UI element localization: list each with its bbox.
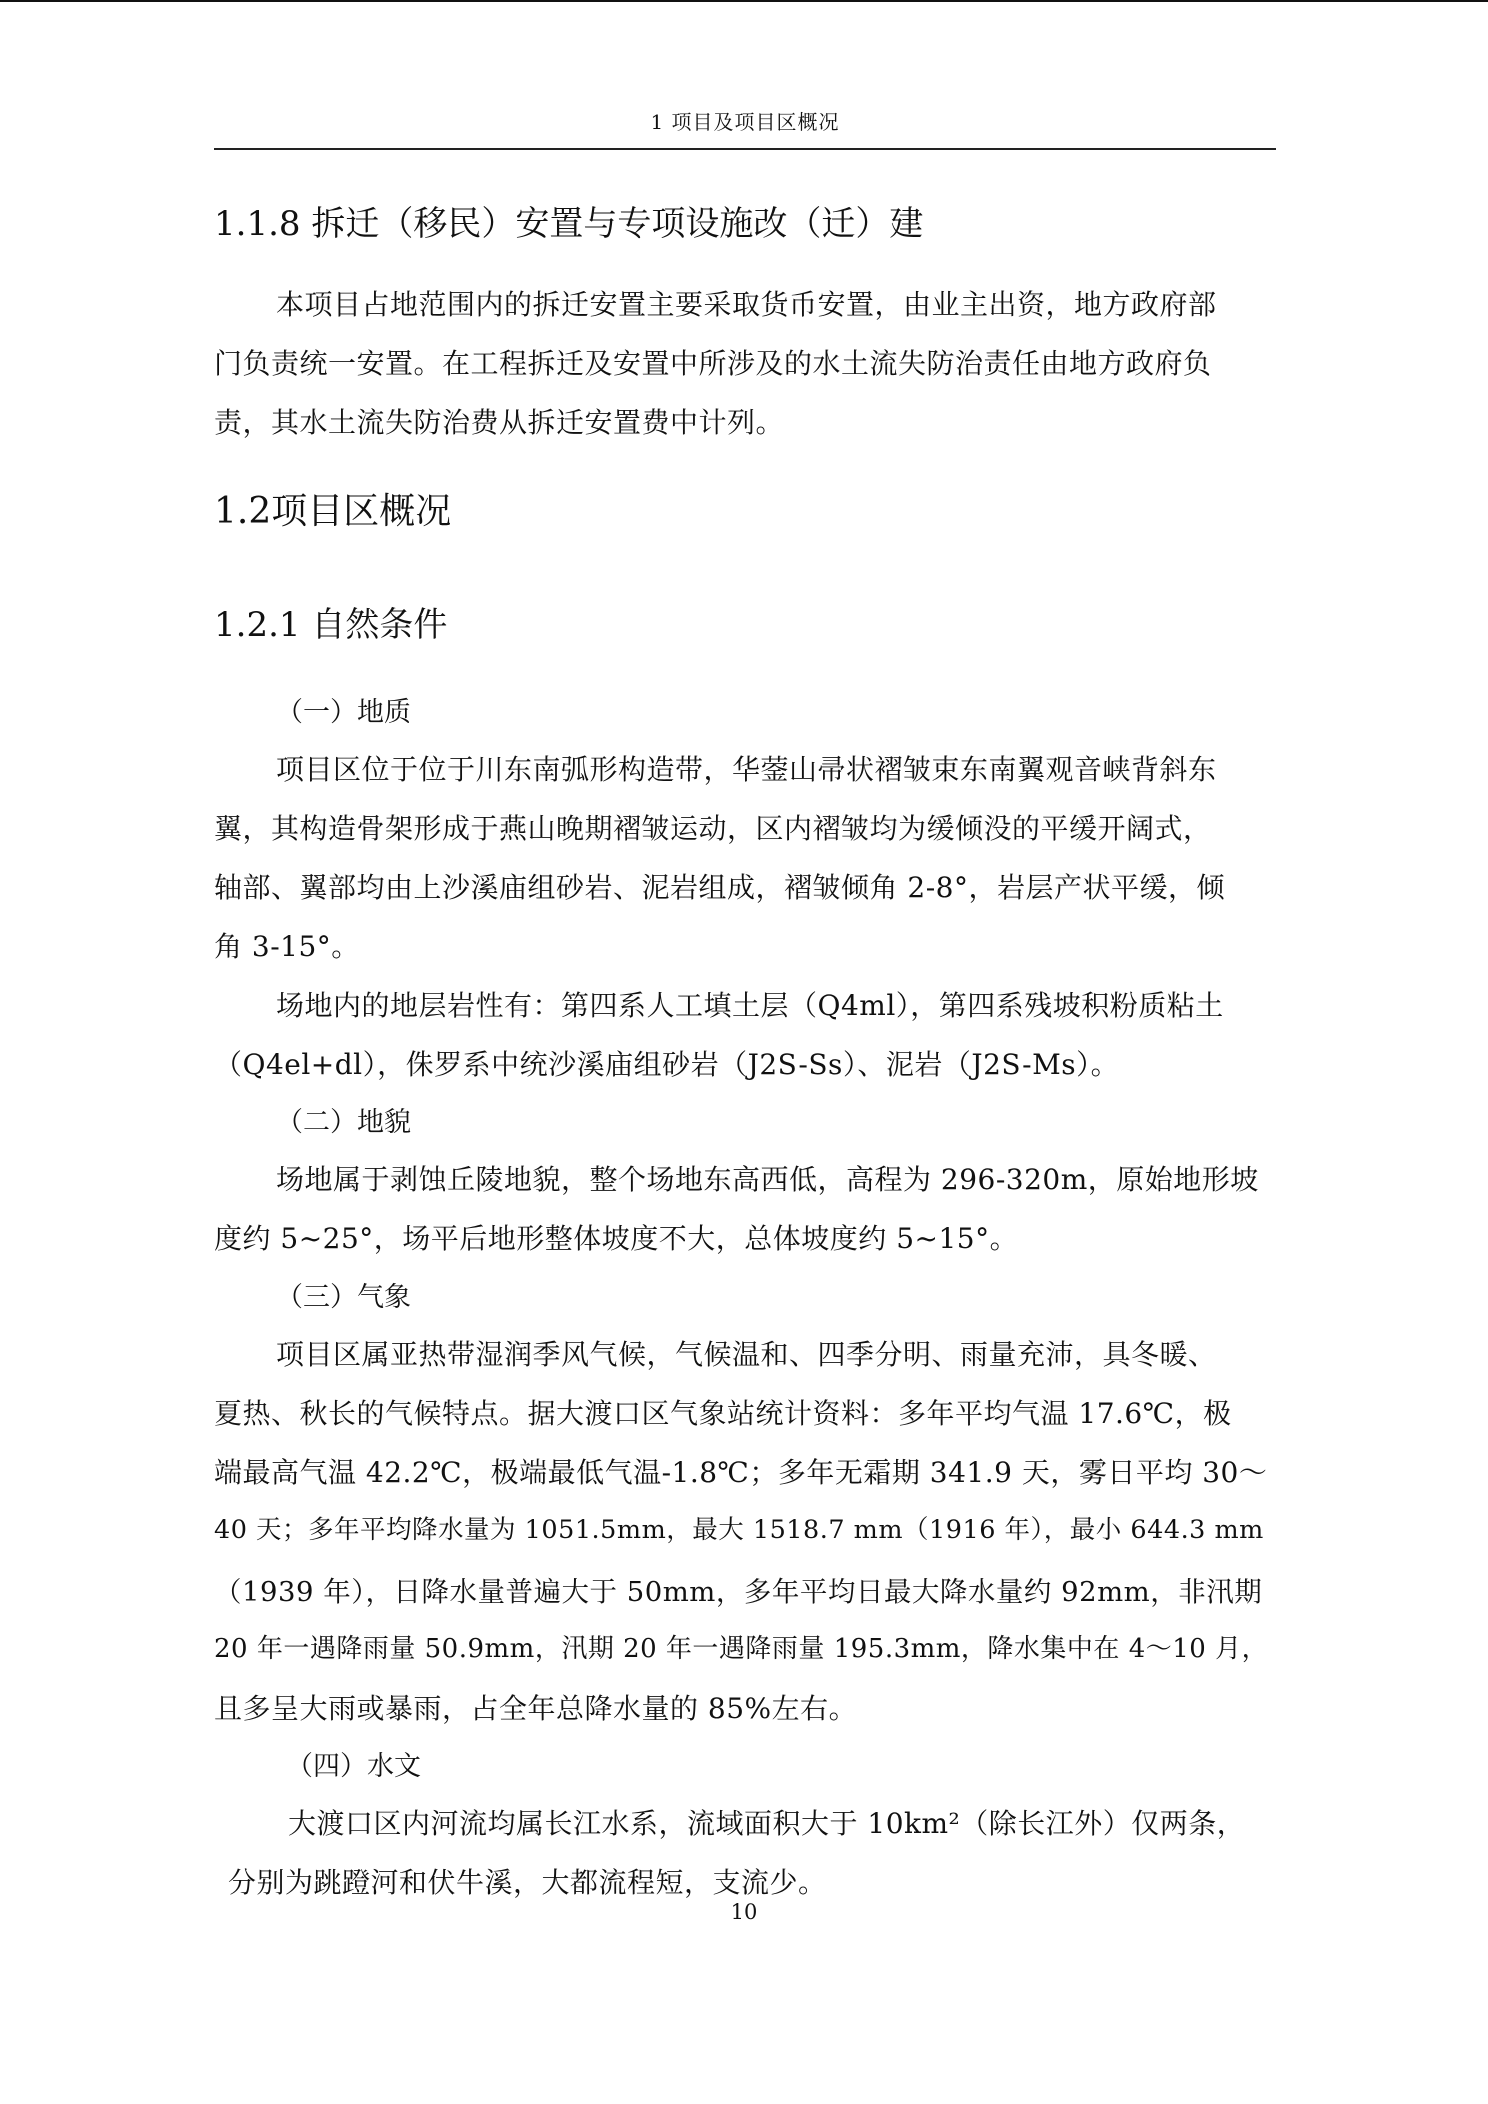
paragraph-line: （1939 年），日降水量普遍大于 50mm，多年平均日最大降水量约 92mm，非汛期 — [214, 1576, 1263, 1608]
heading-1-2: 1.2项目区概况 — [214, 491, 452, 532]
subheading-hydrology: （四）水文 — [286, 1751, 421, 1782]
paragraph-line: 项目区位于位于川东南弧形构造带，华蓥山帚状褶皱束东南翼观音峡背斜东 — [276, 753, 1217, 786]
paragraph-line: 本项目占地范围内的拆迁安置主要采取货币安置，由业主出资，地方政府部 — [276, 288, 1217, 321]
heading-1-2-1: 1.2.1 自然条件 — [214, 605, 448, 645]
paragraph-line: 翼，其构造骨架形成于燕山晚期褶皱运动，区内褶皱均为缓倾没的平缓开阔式， — [214, 812, 1212, 845]
paragraph-line: 端最高气温 42.2℃，极端最低气温-1.8℃；多年无霜期 341.9 天，雾日平均 30～ — [214, 1456, 1268, 1489]
paragraph-line: 大渡口区内河流均属长江水系，流域面积大于 10km²（除长江外）仅两条， — [288, 1807, 1246, 1840]
paragraph-line: 且多呈大雨或暴雨，占全年总降水量的 85%左右。 — [214, 1692, 858, 1725]
paragraph-line: 分别为跳蹬河和伏牛溪，大都流程短，支流少。 — [228, 1866, 827, 1899]
subheading-landform: （二）地貌 — [276, 1107, 411, 1138]
paragraph-line: 责，其水土流失防治费从拆迁安置费中计列。 — [214, 406, 785, 439]
subheading-geology: （一）地质 — [276, 697, 411, 728]
header-divider — [214, 148, 1276, 150]
page-number: 10 — [730, 1900, 758, 1924]
paragraph-line: 门负责统一安置。在工程拆迁及安置中所涉及的水土流失防治责任由地方政府负 — [214, 347, 1212, 380]
paragraph-line: 项目区属亚热带湿润季风气候，气候温和、四季分明、雨量充沛，具冬暖、 — [276, 1338, 1217, 1371]
heading-1-1-8: 1.1.8 拆迁（移民）安置与专项设施改（迁）建 — [214, 204, 924, 244]
paragraph-line: 夏热、秋长的气候特点。据大渡口区气象站统计资料：多年平均气温 17.6℃，极 — [214, 1397, 1232, 1430]
subheading-climate: （三）气象 — [276, 1282, 411, 1313]
paragraph-line: 20 年一遇降雨量 50.9mm，汛期 20 年一遇降雨量 195.3mm，降水集中在 4～10 月， — [214, 1634, 1269, 1664]
paragraph-line: （Q4el+dl），侏罗系中统沙溪庙组砂岩（J2S-Ss）、泥岩（J2S-Ms）。 — [214, 1048, 1120, 1081]
paragraph-line: 角 3-15°。 — [214, 930, 360, 963]
paragraph-line: 场地内的地层岩性有：第四系人工填土层（Q4ml），第四系残坡积粉质粘土 — [276, 989, 1224, 1022]
running-header: 1 项目及项目区概况 — [650, 110, 840, 134]
paragraph-line: 场地属于剥蚀丘陵地貌，整个场地东高西低，高程为 296-320m，原始地形坡 — [276, 1163, 1259, 1196]
paragraph-line: 轴部、翼部均由上沙溪庙组砂岩、泥岩组成，褶皱倾角 2-8°，岩层产状平缓，倾 — [214, 871, 1225, 904]
paragraph-line: 度约 5~25°，场平后地形整体坡度不大，总体坡度约 5~15°。 — [214, 1222, 1019, 1255]
page-top-border — [0, 0, 1488, 2]
paragraph-line: 40 天；多年平均降水量为 1051.5mm，最大 1518.7 mm（1916 年），最小 644.3 mm — [214, 1515, 1264, 1545]
